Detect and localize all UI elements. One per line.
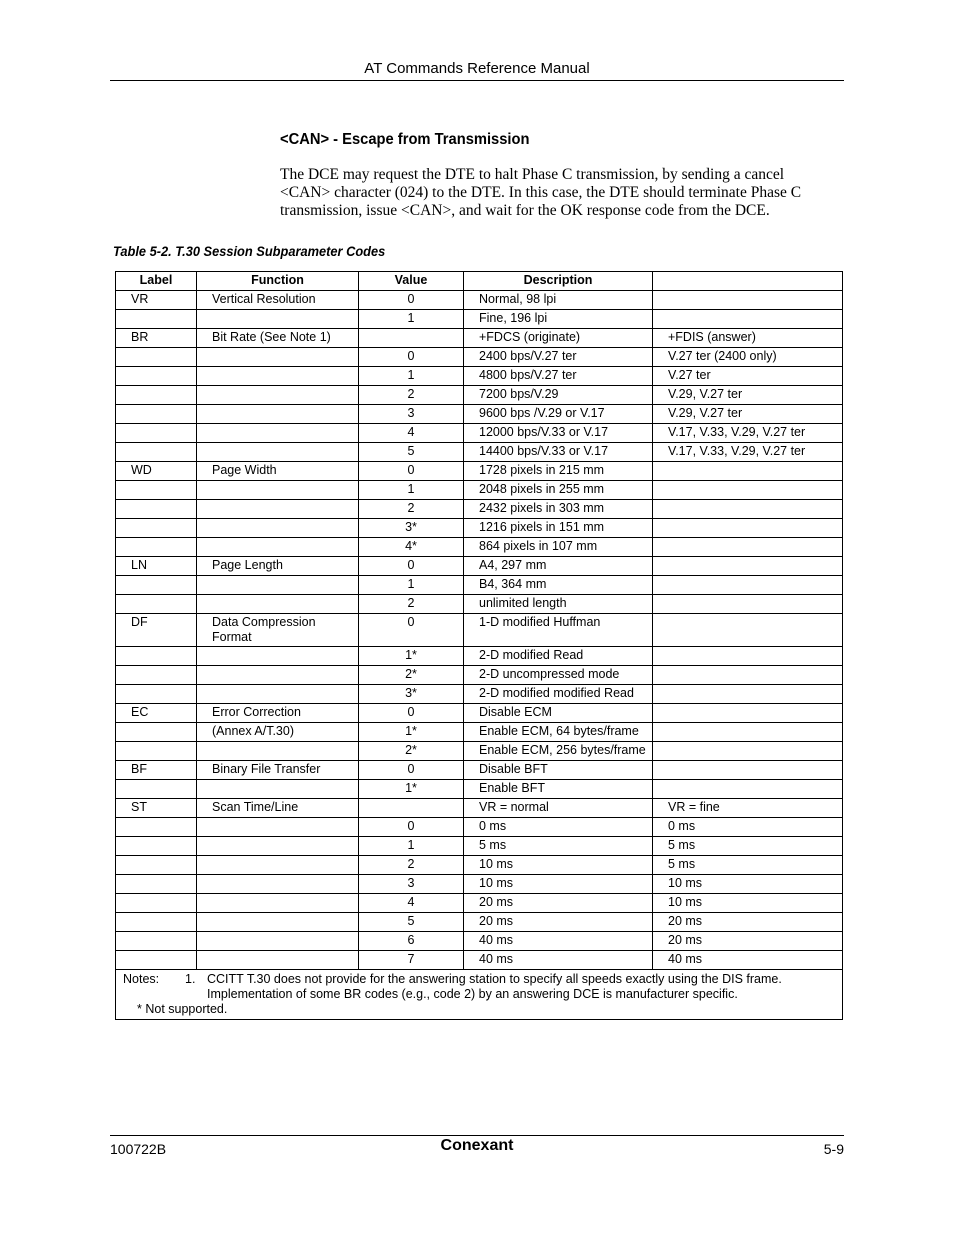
cell-extra xyxy=(653,704,843,723)
cell-function: Vertical Resolution xyxy=(197,291,359,310)
cell-extra: +FDIS (answer) xyxy=(653,329,843,348)
column-header-description: Description xyxy=(464,272,653,291)
table-row xyxy=(116,576,843,595)
cell-extra: 5 ms xyxy=(653,837,843,856)
cell-description: 20 ms xyxy=(464,894,653,913)
table-row xyxy=(116,481,843,500)
cell-extra: V.27 ter xyxy=(653,367,843,386)
cell-label xyxy=(116,519,197,538)
table-row xyxy=(116,932,843,951)
cell-extra: 5 ms xyxy=(653,856,843,875)
table-body xyxy=(116,291,843,970)
cell-label xyxy=(116,481,197,500)
cell-value: 3 xyxy=(359,405,464,424)
cell-function xyxy=(197,443,359,462)
cell-value: 0 xyxy=(359,557,464,576)
table-row xyxy=(116,462,843,481)
cell-function: Bit Rate (See Note 1) xyxy=(197,329,359,348)
cell-label: WD xyxy=(116,462,197,481)
note-text-line-2: Implementation of some BR codes (e.g., code 2) by an answering DCE is manufacturer specific. xyxy=(207,987,738,1001)
table-row xyxy=(116,310,843,329)
cell-extra: 20 ms xyxy=(653,913,843,932)
cell-function xyxy=(197,818,359,837)
cell-function: Data Compression Format xyxy=(197,614,359,647)
cell-description: 1728 pixels in 215 mm xyxy=(464,462,653,481)
cell-extra xyxy=(653,780,843,799)
cell-label xyxy=(116,647,197,666)
cell-value: 0 xyxy=(359,818,464,837)
cell-label xyxy=(116,424,197,443)
cell-value: 1* xyxy=(359,780,464,799)
table-row xyxy=(116,951,843,970)
cell-extra xyxy=(653,742,843,761)
table-row xyxy=(116,614,843,647)
cell-value: 7 xyxy=(359,951,464,970)
cell-value: 5 xyxy=(359,443,464,462)
column-header-function: Function xyxy=(197,272,359,291)
header-rule xyxy=(110,80,844,81)
table-row xyxy=(116,894,843,913)
cell-label xyxy=(116,443,197,462)
table-row xyxy=(116,856,843,875)
cell-value: 1 xyxy=(359,837,464,856)
cell-extra xyxy=(653,291,843,310)
running-header: AT Commands Reference Manual xyxy=(364,60,590,77)
cell-value: 1 xyxy=(359,576,464,595)
table-row xyxy=(116,875,843,894)
cell-extra xyxy=(653,761,843,780)
cell-label xyxy=(116,780,197,799)
cell-value xyxy=(359,799,464,818)
cell-value: 4* xyxy=(359,538,464,557)
cell-function xyxy=(197,837,359,856)
cell-description: VR = normal xyxy=(464,799,653,818)
cell-function xyxy=(197,932,359,951)
cell-function: Page Length xyxy=(197,557,359,576)
column-header-label: Label xyxy=(116,272,197,291)
note-text-line-1: CCITT T.30 does not provide for the answering station to specify all speeds exactly using the DIS frame. xyxy=(207,972,782,986)
cell-extra xyxy=(653,462,843,481)
cell-description: 5 ms xyxy=(464,837,653,856)
cell-description: 0 ms xyxy=(464,818,653,837)
cell-extra: 10 ms xyxy=(653,875,843,894)
cell-description: 12000 bps/V.33 or V.17 xyxy=(464,424,653,443)
footer-company: Conexant xyxy=(440,1137,514,1154)
cell-description: 2-D modified modified Read xyxy=(464,685,653,704)
table-row xyxy=(116,424,843,443)
cell-description: B4, 364 mm xyxy=(464,576,653,595)
cell-function: Binary File Transfer xyxy=(197,761,359,780)
cell-description: 10 ms xyxy=(464,856,653,875)
cell-label xyxy=(116,913,197,932)
cell-value: 2 xyxy=(359,595,464,614)
cell-description: 40 ms xyxy=(464,932,653,951)
cell-description: 7200 bps/V.29 xyxy=(464,386,653,405)
cell-extra: V.17, V.33, V.29, V.27 ter xyxy=(653,443,843,462)
cell-extra xyxy=(653,538,843,557)
cell-extra: 10 ms xyxy=(653,894,843,913)
section-heading: <CAN> - Escape from Transmission xyxy=(280,131,530,148)
cell-function xyxy=(197,913,359,932)
cell-value: 5 xyxy=(359,913,464,932)
cell-label xyxy=(116,742,197,761)
cell-label xyxy=(116,951,197,970)
cell-description: Fine, 196 lpi xyxy=(464,310,653,329)
cell-value: 0 xyxy=(359,614,464,647)
table-row xyxy=(116,519,843,538)
cell-description: 2048 pixels in 255 mm xyxy=(464,481,653,500)
cell-description: Disable ECM xyxy=(464,704,653,723)
cell-description: unlimited length xyxy=(464,595,653,614)
cell-function xyxy=(197,875,359,894)
cell-label: DF xyxy=(116,614,197,647)
cell-extra: 40 ms xyxy=(653,951,843,970)
cell-label xyxy=(116,685,197,704)
cell-description: 2432 pixels in 303 mm xyxy=(464,500,653,519)
cell-extra xyxy=(653,614,843,647)
cell-function xyxy=(197,519,359,538)
cell-label xyxy=(116,856,197,875)
footer-doc-number: 100722B xyxy=(110,1141,167,1157)
cell-function xyxy=(197,595,359,614)
cell-value: 0 xyxy=(359,291,464,310)
cell-label: BF xyxy=(116,761,197,780)
cell-description: 9600 bps /V.29 or V.17 xyxy=(464,405,653,424)
table-header-row xyxy=(116,272,843,291)
cell-description: A4, 297 mm xyxy=(464,557,653,576)
table-row xyxy=(116,742,843,761)
cell-function xyxy=(197,348,359,367)
cell-extra: V.29, V.27 ter xyxy=(653,386,843,405)
cell-label xyxy=(116,894,197,913)
cell-function xyxy=(197,685,359,704)
cell-label xyxy=(116,386,197,405)
cell-extra xyxy=(653,595,843,614)
cell-description: 40 ms xyxy=(464,951,653,970)
table-row xyxy=(116,780,843,799)
cell-value: 1 xyxy=(359,367,464,386)
cell-label xyxy=(116,310,197,329)
cell-description: Disable BFT xyxy=(464,761,653,780)
table-row xyxy=(116,799,843,818)
cell-label xyxy=(116,932,197,951)
cell-extra xyxy=(653,557,843,576)
cell-label xyxy=(116,538,197,557)
table-row xyxy=(116,666,843,685)
table-row xyxy=(116,723,843,742)
table-row xyxy=(116,367,843,386)
notes-prefix: Notes: xyxy=(123,972,160,986)
cell-function xyxy=(197,647,359,666)
cell-description: 4800 bps/V.27 ter xyxy=(464,367,653,386)
cell-value: 0 xyxy=(359,348,464,367)
cell-description: 1216 pixels in 151 mm xyxy=(464,519,653,538)
cell-value: 1* xyxy=(359,647,464,666)
cell-value: 1* xyxy=(359,723,464,742)
cell-extra: V.17, V.33, V.29, V.27 ter xyxy=(653,424,843,443)
cell-function xyxy=(197,310,359,329)
cell-extra: 0 ms xyxy=(653,818,843,837)
cell-function xyxy=(197,666,359,685)
cell-value xyxy=(359,329,464,348)
cell-extra xyxy=(653,647,843,666)
cell-value: 4 xyxy=(359,894,464,913)
cell-value: 4 xyxy=(359,424,464,443)
cell-description: 2-D uncompressed mode xyxy=(464,666,653,685)
cell-label xyxy=(116,367,197,386)
cell-description: Enable ECM, 64 bytes/frame xyxy=(464,723,653,742)
cell-label xyxy=(116,595,197,614)
cell-label xyxy=(116,666,197,685)
cell-function xyxy=(197,576,359,595)
cell-label xyxy=(116,723,197,742)
section-body: The DCE may request the DTE to halt Phase C transmission, by sending a cancel <CAN> character (024) to the DTE. In this case, the DTE should terminate Phase C transmission, issue <CAN>, and wait for the OK response code from the DCE. xyxy=(280,166,802,219)
cell-label xyxy=(116,875,197,894)
cell-extra xyxy=(653,666,843,685)
cell-extra xyxy=(653,481,843,500)
cell-description: 864 pixels in 107 mm xyxy=(464,538,653,557)
table-row xyxy=(116,557,843,576)
table-row xyxy=(116,500,843,519)
cell-value: 3 xyxy=(359,875,464,894)
table-row xyxy=(116,761,843,780)
table-row xyxy=(116,595,843,614)
cell-label xyxy=(116,348,197,367)
cell-extra xyxy=(653,310,843,329)
cell-extra xyxy=(653,519,843,538)
cell-description: Enable ECM, 256 bytes/frame xyxy=(464,742,653,761)
cell-label: ST xyxy=(116,799,197,818)
cell-value: 0 xyxy=(359,462,464,481)
cell-label xyxy=(116,837,197,856)
cell-value: 2* xyxy=(359,666,464,685)
table-row xyxy=(116,348,843,367)
table-row xyxy=(116,647,843,666)
cell-function: (Annex A/T.30) xyxy=(197,723,359,742)
cell-description: 1-D modified Huffman xyxy=(464,614,653,647)
notes-row xyxy=(116,970,843,1020)
cell-function xyxy=(197,856,359,875)
cell-function xyxy=(197,894,359,913)
table-row xyxy=(116,291,843,310)
cell-description: 14400 bps/V.33 or V.17 xyxy=(464,443,653,462)
cell-function xyxy=(197,424,359,443)
table-row xyxy=(116,386,843,405)
cell-function xyxy=(197,538,359,557)
footer-rule xyxy=(110,1135,844,1136)
cell-label: LN xyxy=(116,557,197,576)
cell-function xyxy=(197,951,359,970)
cell-description: +FDCS (originate) xyxy=(464,329,653,348)
cell-extra: V.29, V.27 ter xyxy=(653,405,843,424)
cell-extra xyxy=(653,685,843,704)
cell-label: EC xyxy=(116,704,197,723)
table-row xyxy=(116,837,843,856)
note-1 xyxy=(123,972,842,987)
cell-description: 20 ms xyxy=(464,913,653,932)
cell-value: 2 xyxy=(359,386,464,405)
table-row xyxy=(116,818,843,837)
cell-value: 2 xyxy=(359,500,464,519)
cell-function xyxy=(197,481,359,500)
cell-function: Error Correction xyxy=(197,704,359,723)
table-row xyxy=(116,329,843,348)
note-number: 1. xyxy=(185,972,196,986)
cell-extra: V.27 ter (2400 only) xyxy=(653,348,843,367)
cell-value: 0 xyxy=(359,704,464,723)
cell-function: Scan Time/Line xyxy=(197,799,359,818)
cell-value: 3* xyxy=(359,519,464,538)
cell-value: 0 xyxy=(359,761,464,780)
cell-description: Normal, 98 lpi xyxy=(464,291,653,310)
cell-label xyxy=(116,576,197,595)
cell-description: Enable BFT xyxy=(464,780,653,799)
table-caption: Table 5-2. T.30 Session Subparameter Codes xyxy=(113,244,386,259)
table-row xyxy=(116,704,843,723)
cell-description: 2400 bps/V.27 ter xyxy=(464,348,653,367)
cell-extra xyxy=(653,723,843,742)
cell-extra xyxy=(653,576,843,595)
table-row xyxy=(116,685,843,704)
cell-extra: VR = fine xyxy=(653,799,843,818)
cell-extra: 20 ms xyxy=(653,932,843,951)
cell-value: 6 xyxy=(359,932,464,951)
table-row xyxy=(116,913,843,932)
cell-function xyxy=(197,780,359,799)
cell-function xyxy=(197,386,359,405)
subparameter-codes-table xyxy=(115,271,843,1020)
cell-value: 1 xyxy=(359,481,464,500)
cell-label xyxy=(116,405,197,424)
cell-extra xyxy=(653,500,843,519)
cell-label xyxy=(116,500,197,519)
cell-function xyxy=(197,742,359,761)
cell-function xyxy=(197,367,359,386)
table-row xyxy=(116,443,843,462)
cell-function xyxy=(197,500,359,519)
cell-value: 3* xyxy=(359,685,464,704)
cell-value: 1 xyxy=(359,310,464,329)
notes-cell xyxy=(116,970,843,1020)
cell-function xyxy=(197,405,359,424)
cell-label: BR xyxy=(116,329,197,348)
cell-value: 2 xyxy=(359,856,464,875)
cell-function: Page Width xyxy=(197,462,359,481)
cell-description: 2-D modified Read xyxy=(464,647,653,666)
footer-page-number: 5-9 xyxy=(823,1141,844,1157)
cell-label xyxy=(116,818,197,837)
column-header-value: Value xyxy=(359,272,464,291)
table-row xyxy=(116,538,843,557)
cell-description: 10 ms xyxy=(464,875,653,894)
column-header-extra xyxy=(653,272,843,291)
note-not-supported: * Not supported. xyxy=(137,1002,228,1016)
cell-label: VR xyxy=(116,291,197,310)
cell-value: 2* xyxy=(359,742,464,761)
table-row xyxy=(116,405,843,424)
